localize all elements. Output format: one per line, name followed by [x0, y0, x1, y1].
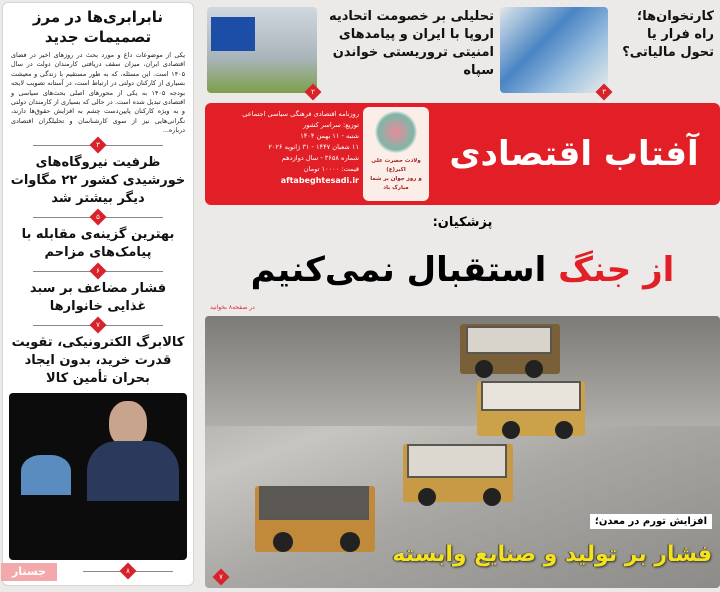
pos-terminal-photo[interactable] [500, 7, 608, 93]
suit-shape [87, 441, 179, 501]
photo-kicker: افزایش تورم در معدن؛ [590, 514, 712, 529]
flower-emblem-icon [375, 111, 417, 153]
top-item-eu[interactable]: تحلیلی بر خصومت اتحادیه اروپا با ایران و پیامدهای امنیتی تروریستی خواندن سپاه [328, 9, 494, 78]
page-number: ۷ [96, 320, 100, 329]
news-item-sms[interactable]: بهترین گزینه‌ی مقابله با پیامک‌های مزاحم [21, 226, 175, 260]
page-number: ۷ [219, 573, 223, 581]
separator [13, 265, 183, 277]
separator [13, 319, 183, 331]
top-item-pos[interactable]: کارتخوان‌ها؛ راه فرار یا تحول مالیاتی؟ [622, 9, 714, 60]
page-number: ۶ [96, 266, 100, 275]
page-badge [90, 316, 107, 333]
news-item-food[interactable]: فشار مضاعف بر سبد غذایی خانوارها [29, 280, 167, 314]
headline-black-part: استقبال نمی‌کنیم [250, 250, 547, 290]
emblem-caption: و روز جوان بر شما مبارک باد [370, 176, 422, 191]
page-number: ۳ [602, 88, 606, 96]
photo-headline[interactable]: فشار بر تولید و صنایع وابسته [392, 542, 712, 567]
page-number: ۲ [311, 88, 315, 96]
speaker-photo[interactable] [9, 393, 187, 560]
info-line: شماره ۳۶۵۸ - سال دوازدهم [281, 154, 359, 162]
page-badge [120, 563, 137, 580]
microphones-shape [21, 455, 71, 495]
issue-info [211, 109, 359, 186]
occasion-emblem [363, 107, 429, 201]
main-headline[interactable] [205, 240, 720, 300]
separator [13, 139, 183, 151]
dump-truck [477, 381, 585, 436]
news-item-solar[interactable]: ظرفیت نیروگاه‌های خورشیدی کشور ۲۲ مگاوات دیگر بیشتر شد [10, 154, 186, 206]
masthead [205, 103, 720, 205]
lead-title[interactable]: نابرابری‌ها در مرز تصمیمات جدید [32, 8, 164, 46]
dump-truck [255, 486, 375, 552]
emblem-caption: ولادت حضرت علی اکبر(ع) [371, 158, 421, 173]
mining-trucks-photo[interactable] [205, 316, 720, 588]
section-tag: جستار [1, 563, 57, 581]
info-line: شنبه - ۱۱ بهمن ۱۴۰۴ [300, 132, 359, 140]
face-shape [109, 401, 147, 447]
newspaper-logo[interactable]: آفتاب اقتصادی [449, 134, 699, 174]
separator [63, 565, 193, 577]
info-line: توزیع: سراسر کشور [303, 121, 359, 129]
news-item-kalabarg[interactable]: کالابرگ الکترونیکی، تقویت قدرت خرید، بدون ایجاد بحران تأمین کالا [11, 334, 185, 386]
website-link[interactable]: aftabeghtesadi.ir [280, 176, 359, 185]
headline-kicker: پزشکیان: [432, 215, 493, 230]
page-badge [596, 84, 613, 101]
dump-truck [403, 444, 513, 502]
page-badge [305, 84, 322, 101]
left-column [2, 2, 194, 586]
page-number: ۸ [126, 567, 130, 575]
headline-red-part: از جنگ [558, 250, 675, 290]
page-number: ۳ [96, 140, 100, 149]
dump-truck [460, 324, 560, 374]
eu-flags-photo[interactable] [207, 7, 317, 93]
page-badge [90, 262, 107, 279]
photo-footer [3, 563, 193, 581]
page-number: ۵ [96, 212, 100, 221]
page-badge [90, 208, 107, 225]
lead-body: یکی از موضوعات داغ و مورد بحث در روزهای اخیر در فضای اقتصادی ایران، میزان سقف دریافتی کارمندان دولت در سال ۱۴۰۵ است. این مسئله، که به طور مستقیم با زندگی و معیشت بسیاری از کارکنان دولتی در ارتباط است، در آستانه تصویب لایحه بودجه ۱۴۰۵ به یکی از محورهای اصلی بحث‌های سیاسی و اقتصادی تبدیل شده است. در حالی که بسیاری از کارمندان دولتی و به ویژه کارکنان پایین‌دست چشم به افزایش حقوق‌ها دارند، نگرانی‌هایی نیز از سوی کارشناسان و تحلیلگران اقتصادی درباره... [11, 51, 185, 135]
eu-flag-icon [211, 17, 255, 51]
info-line: روزنامه اقتصادی فرهنگی سیاسی اجتماعی [242, 110, 359, 118]
page-badge [90, 136, 107, 153]
continue-note: در صفحه۸ بخوانید [210, 304, 255, 311]
info-line: ۱۱ شعبان ۱۴۴۷ - ۳۱ ژانویه ۲۰۲۶ [268, 143, 359, 151]
separator [13, 211, 183, 223]
page-badge [213, 569, 230, 586]
info-line: قیمت: ۱۰۰۰۰ تومان [303, 165, 359, 173]
